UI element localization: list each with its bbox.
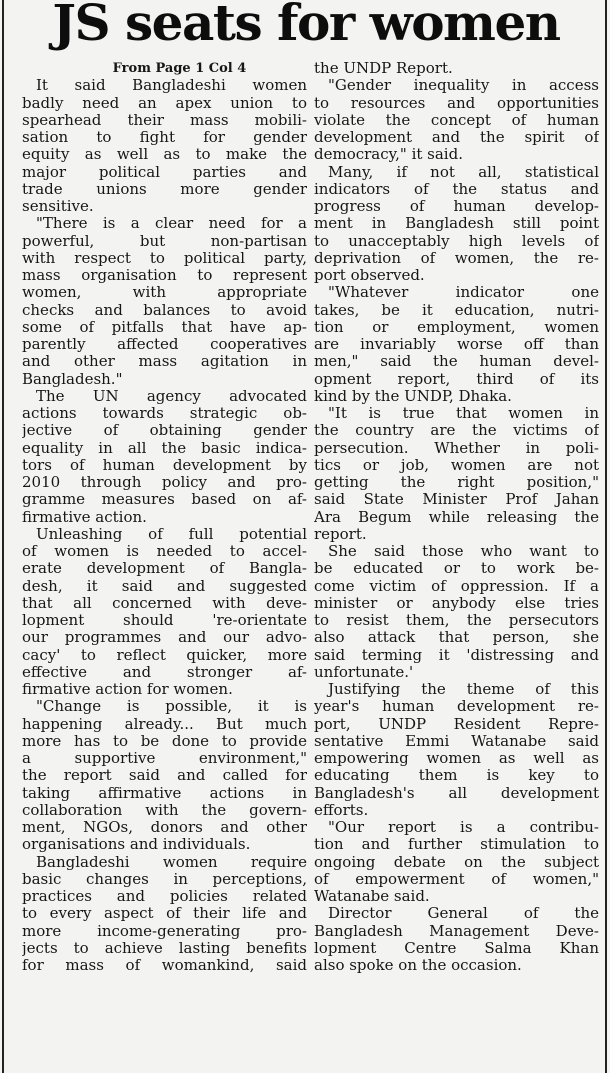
text-line: sation to fight for gender	[22, 128, 307, 146]
text-line: powerful, but non-partisan	[22, 231, 307, 250]
text-line: indicators of the status and	[314, 179, 599, 198]
text-line: to every aspect of their life and	[22, 904, 307, 923]
right-border	[605, 0, 607, 1073]
text-line: violate the concept of human	[314, 110, 599, 129]
text-line: to unacceptably high levels of	[314, 231, 599, 250]
text-line: Many, if not all, statistical	[328, 162, 599, 181]
text-line: basic changes in perceptions,	[22, 869, 307, 888]
text-line: practices and policies related	[22, 887, 307, 905]
text-line: Director General of the	[328, 904, 599, 923]
text-line: takes, be it education, nutri-	[314, 300, 599, 319]
text-line: cacy' to reflect quicker, more	[22, 645, 307, 664]
text-line: It said Bangladeshi women	[36, 76, 307, 95]
text-line: checks and balances to avoid	[22, 300, 307, 319]
text-line: getting the right position,"	[314, 473, 599, 491]
text-line: and other mass agitation in	[22, 352, 307, 371]
text-line: women, with appropriate	[22, 283, 307, 302]
text-line: Watanabe said.	[314, 887, 430, 905]
text-line: collaboration with the govern-	[22, 800, 307, 819]
text-line: opment report, third of its	[314, 369, 599, 388]
text-line: mass organisation to represent	[22, 266, 307, 284]
text-line: deprivation of women, the re-	[314, 248, 599, 267]
text-line: "Our report is a contribu-	[328, 818, 599, 836]
text-line: to resources and opportunities	[314, 93, 599, 112]
text-line: taking affirmative actions in	[22, 783, 307, 802]
text-line: more income-generating pro-	[22, 921, 307, 940]
text-line: a supportive environment,"	[22, 749, 307, 767]
text-line: efforts.	[314, 800, 369, 819]
text-line: development and the spirit of	[314, 128, 599, 146]
text-line: "Change is possible, it is	[36, 697, 307, 716]
text-line: for mass of womankind, said	[22, 956, 307, 974]
text-line: Unleashing of full potential	[36, 524, 307, 543]
text-line: report.	[314, 524, 367, 543]
text-line: The UN agency advocated	[36, 386, 307, 405]
text-line: major political parties and	[22, 162, 307, 181]
article-column-right	[314, 60, 599, 1066]
text-line: also attack that person, she	[314, 628, 599, 647]
text-line: of women is needed to accel-	[22, 542, 307, 560]
text-line: tics or job, women are not	[314, 455, 599, 474]
text-line: the UNDP Report.	[314, 60, 453, 77]
text-line: Bangladesh's all development	[314, 783, 599, 802]
text-line: come victim of oppression. If a	[314, 576, 599, 595]
text-line: progress of human develop-	[314, 197, 599, 215]
text-line: kind by the UNDP, Dhaka.	[314, 386, 512, 405]
text-line: said State Minister Prof Jahan	[314, 490, 599, 509]
text-line: equality in all the basic indica-	[22, 438, 307, 457]
text-line: said terming it 'distressing and	[314, 645, 599, 664]
text-line: spearhead their mass mobili-	[22, 110, 307, 129]
text-line: democracy," it said.	[314, 145, 463, 164]
text-line: ment in Bangladesh still point	[314, 214, 599, 233]
text-line: Justifying the theme of this	[328, 680, 599, 698]
text-line: Bangladeshi women require	[36, 852, 307, 871]
text-line: Bangladesh Management Deve-	[314, 921, 599, 940]
text-line: lopment should 're-orientate	[22, 611, 307, 629]
text-line: happening already... But much	[22, 714, 307, 733]
text-line: year's human development re-	[314, 697, 599, 716]
left-border	[2, 0, 4, 1073]
text-line: lopment Centre Salma Khan	[314, 938, 599, 957]
text-line: Ara Begum while releasing the	[314, 507, 599, 526]
text-line: sentative Emmi Watanabe said	[314, 731, 599, 750]
text-line: jects to achieve lasting benefits	[22, 938, 307, 957]
text-line: parently affected cooperatives	[22, 335, 307, 353]
text-line: persecution. Whether in poli-	[314, 438, 599, 457]
text-line: sensitive.	[22, 197, 94, 215]
text-line: "Whatever indicator one	[328, 283, 599, 302]
text-line: that all concerned with deve-	[22, 593, 307, 612]
text-line: "There is a clear need for a	[36, 214, 307, 233]
text-line: are invariably worse off than	[314, 335, 599, 353]
text-line: erate development of Bangla-	[22, 559, 307, 578]
text-line: badly need an apex union to	[22, 93, 307, 112]
text-line: the report said and called for	[22, 766, 307, 785]
text-line: to resist them, the persecutors	[314, 611, 599, 629]
left-column-text	[22, 77, 307, 974]
text-line: effective and stronger af-	[22, 662, 307, 681]
text-line: Bangladesh."	[22, 369, 123, 388]
article-column-left	[22, 60, 307, 1066]
text-line: more has to be done to provide	[22, 731, 307, 750]
text-line: our programmes and our advo-	[22, 628, 307, 647]
text-line: tion and further stimulation to	[314, 835, 599, 854]
text-line: ment, NGOs, donors and other	[22, 818, 307, 836]
text-line: gramme measures based on af-	[22, 490, 307, 509]
text-line: She said those who want to	[328, 542, 599, 560]
text-line: "Gender inequality in access	[328, 76, 599, 95]
text-line: be educated or to work be-	[314, 559, 599, 578]
text-line: some of pitfalls that have ap-	[22, 317, 307, 336]
text-line: port, UNDP Resident Repre-	[314, 714, 599, 733]
text-line: equity as well as to make the	[22, 145, 307, 164]
headline: JS seats for women	[52, 0, 560, 52]
text-line: actions towards strategic ob-	[22, 404, 307, 422]
text-line: with respect to political party,	[22, 248, 307, 267]
right-column-text	[314, 60, 599, 974]
text-line: tors of human development by	[22, 455, 307, 474]
text-line: desh, it said and suggested	[22, 576, 307, 595]
text-line: the country are the victims of	[314, 421, 599, 440]
text-line: 2010 through policy and pro-	[22, 473, 307, 491]
text-line: firmative action for women.	[22, 680, 233, 698]
text-line: of empowerment of women,"	[314, 869, 599, 888]
text-line: jective of obtaining gender	[22, 421, 307, 440]
dateline: From Page 1 Col 4	[112, 61, 247, 76]
text-line: unfortunate.'	[314, 662, 414, 681]
text-line: organisations and individuals.	[22, 835, 251, 854]
text-line: firmative action.	[22, 507, 147, 526]
text-line: port observed.	[314, 266, 425, 284]
text-line: men," said the human devel-	[314, 352, 599, 371]
text-line: "It is true that women in	[328, 404, 599, 422]
text-line: empowering women as well as	[314, 749, 599, 767]
text-line: trade unions more gender	[22, 179, 307, 198]
text-line: ongoing debate on the subject	[314, 852, 599, 871]
text-line: minister or anybody else tries	[314, 593, 599, 612]
text-line: tion or employment, women	[314, 317, 599, 336]
text-line: educating them is key to	[314, 766, 599, 785]
text-line: also spoke on the occasion.	[314, 956, 522, 974]
